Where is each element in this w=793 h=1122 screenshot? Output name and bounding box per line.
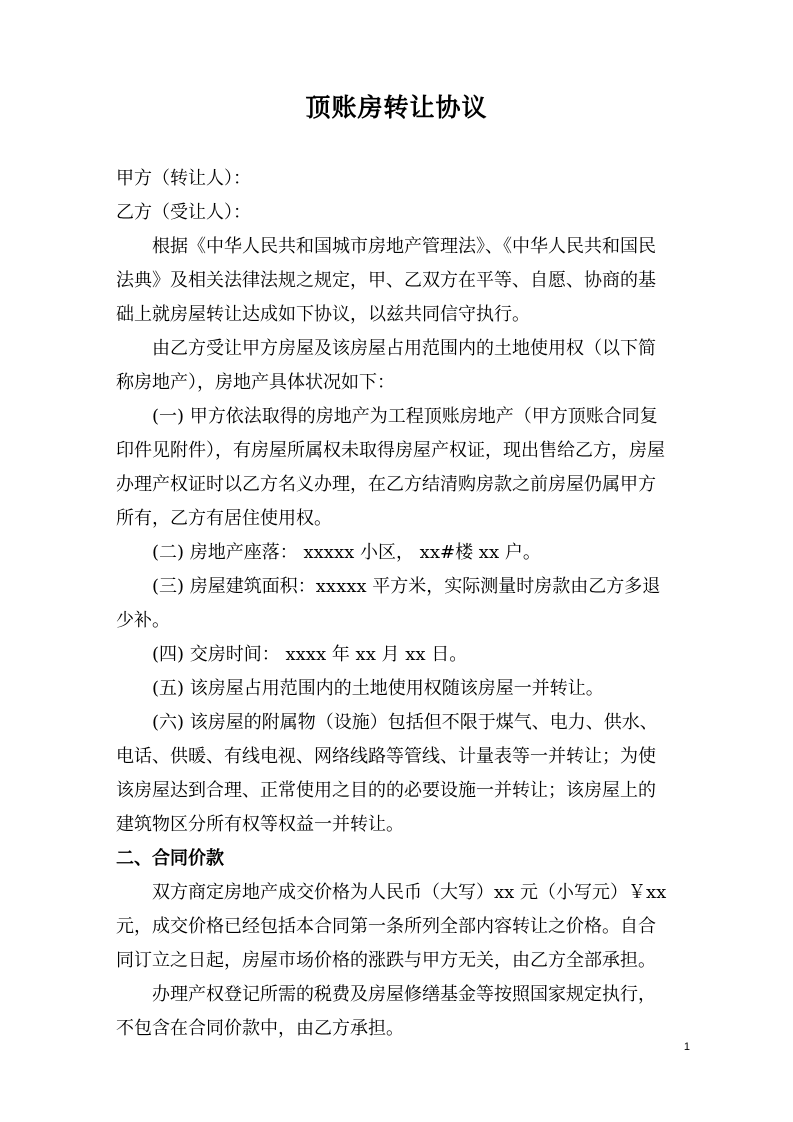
price-paragraph-line: 元，成交价格已经包括本合同第一条所列全部内容转让之价格。自合	[116, 916, 656, 937]
fees-paragraph-line: 不包含在合同价款中，由乙方承担。	[116, 1018, 404, 1039]
page-number: 1	[683, 1041, 690, 1053]
clause-6-line: 电话、供暖、有线电视、网络线路等管线、计量表等一并转让；为使	[116, 746, 656, 767]
clause-6-line: 建筑物区分所有权等权益一并转让。	[116, 814, 404, 835]
property-intro-line: 由乙方受让甲方房屋及该房屋占用范围内的土地使用权（以下简	[152, 338, 656, 359]
clause-6-line: 该房屋达到合理、正常使用之目的的必要设施一并转让；该房屋上的	[116, 780, 656, 801]
clause-3-line: 少补。	[116, 610, 170, 631]
section-heading-contract-price: 二、合同价款	[116, 848, 224, 869]
clause-4-line: (四) 交房时间： xxxx 年 xx 月 xx 日。	[152, 644, 468, 665]
clause-2-line: (二) 房地产座落： xxxxx 小区， xx#楼 xx 户。	[152, 542, 541, 563]
party-a-line: 甲方（转让人）：	[116, 168, 251, 189]
clause-1-line: (一) 甲方依法取得的房地产为工程顶账房地产（甲方顶账合同复	[152, 406, 658, 427]
preamble-line: 根据《中华人民共和国城市房地产管理法》、《中华人民共和国民	[152, 236, 656, 257]
clause-1-line: 印件见附件），有房屋所属权未取得房屋产权证，现出售给乙方，房屋	[116, 440, 665, 461]
property-intro-line: 称房地产），房地产具体状况如下：	[116, 372, 395, 393]
clause-6-line: (六) 该房屋的附属物（设施）包括但不限于煤气、电力、供水、	[152, 712, 658, 733]
fees-paragraph-line: 办理产权登记所需的税费及房屋修缮基金等按照国家规定执行，	[152, 984, 656, 1005]
document-body	[116, 162, 682, 1046]
clause-1-line: 所有，乙方有居住使用权。	[116, 508, 332, 529]
clause-5-line: (五) 该房屋占用范围内的土地使用权随该房屋一并转让。	[152, 678, 604, 699]
preamble-line: 础上就房屋转让达成如下协议，以兹共同信守执行。	[116, 304, 530, 325]
document-title: 顶账房转让协议	[305, 93, 488, 122]
price-paragraph-line: 同订立之日起，房屋市场价格的涨跌与甲方无关，由乙方全部承担。	[116, 950, 656, 971]
party-b-line: 乙方（受让人）：	[116, 202, 251, 223]
price-paragraph-line: 双方商定房地产成交价格为人民币（大写）xx 元（小写元）￥xx	[152, 882, 667, 903]
clause-3-line: (三) 房屋建筑面积：xxxxx 平方米，实际测量时房款由乙方多退	[152, 576, 661, 597]
preamble-line: 法典》及相关法律法规之规定，甲、乙双方在平等、自愿、协商的基	[116, 270, 656, 291]
clause-1-line: 办理产权证时以乙方名义办理，在乙方结清购房款之前房屋仍属甲方	[116, 474, 656, 495]
